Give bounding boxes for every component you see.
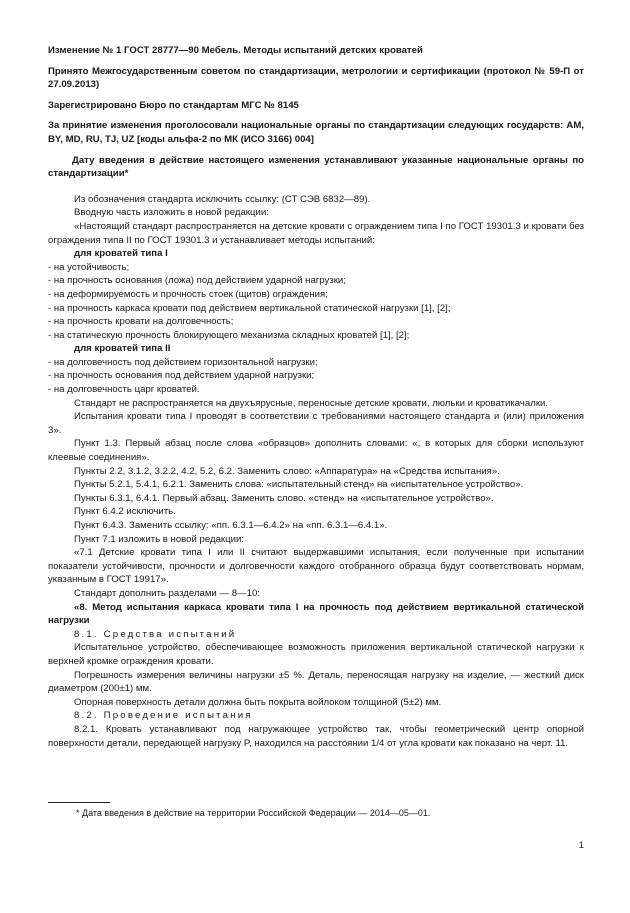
paragraph: Пункт 1.3. Первый абзац после слова «образцов» дополнить словами: «, в которых для сборки используют клеевые соединения». bbox=[48, 438, 584, 464]
paragraph: Пункт 7.1 изложить в новой редакции: bbox=[74, 533, 244, 545]
footnote: * Дата введения в действие на территории Российской Федерации — 2014—05—01. bbox=[76, 808, 431, 818]
subsection-heading: 8.2. Проведение испытания bbox=[74, 710, 253, 722]
paragraph: Пункт 6.4.3. Заменить ссылку: «пп. 6.3.1—6.4.2» на «пп. 6.3.1—6.4.1». bbox=[74, 520, 388, 531]
subheading: для кроватей типа I bbox=[74, 248, 168, 260]
paragraph: Опорная поверхность детали должна быть покрыта войлоком толщиной (5±2) мм. bbox=[74, 696, 442, 708]
voting-states: За принятие изменения проголосовали национальные органы по стандартизации следующих государств: AM, BY, MD, RU, TJ, UZ [коды альфа-2 по МК (ИСО 3166) 004] bbox=[48, 120, 584, 145]
introduction-date: Дату введения в действие настоящего изменения устанавливают указанные национальные органы по стандартизации* bbox=[48, 154, 584, 180]
document-body bbox=[48, 193, 584, 750]
list-item: - на статическую прочность блокирующего механизма складных кроватей [1], [2]; bbox=[48, 329, 410, 341]
paragraph: «Настоящий стандарт распространяется на детские кровати с ограждением типа I по ГОСТ 19301.3 и кровати без ограждения типа II по ГОСТ 19301.3 и устанавливает методы испытаний: bbox=[48, 220, 584, 246]
list-item: - на прочность кровати на долговечность; bbox=[48, 316, 234, 328]
list-item: - на деформируемость и прочность стоек (щитов) ограждения; bbox=[48, 288, 328, 300]
page-number: 1 bbox=[578, 840, 584, 851]
paragraph: Стандарт дополнить разделами — 8—10: bbox=[74, 587, 260, 599]
list-item: - на устойчивость; bbox=[48, 261, 130, 273]
document-page bbox=[48, 44, 584, 750]
document-header bbox=[48, 44, 584, 181]
paragraph: Испытательное устройство, обеспечивающее возможность приложения вертикальной статической нагрузки к верхней кромке ограждения кровати. bbox=[48, 642, 584, 667]
paragraph: Пункты 2.2, 3.1.2, 3.2.2, 4.2, 5.2, 6.2. Заменить слово: «Аппаратура» на «Средства испытания». bbox=[74, 465, 500, 477]
paragraph: 8.2.1. Кровать устанавливают под нагружающее устройство так, чтобы геометрический центр опорной поверхности детали, передающей нагрузку P, находился на расстоянии 1/4 от угла кровати как показано на черт. 11. bbox=[48, 723, 584, 749]
list-item: - на долговечность под действием горизонтальной нагрузки; bbox=[48, 356, 318, 368]
list-item: - на прочность основания под действием ударной нагрузки; bbox=[48, 370, 315, 382]
paragraph: «7.1 Детские кровати типа I или II считают выдержавшими испытания, если полученные при испытании показатели устойчивости, прочности и долговечности каждого отобранного образца будут соответствовать нормам, указанным в ГОСТ 19917». bbox=[48, 547, 584, 586]
list-item: - на прочность каркаса кровати под действием вертикальной статической нагрузки [1], [2]; bbox=[48, 302, 451, 314]
paragraph: Пункты 5.2.1, 5.4.1, 6.2.1. Заменить слова: «испытательный стенд» на «испытательное устройство». bbox=[74, 479, 524, 491]
change-title: Изменение № 1 ГОСТ 28777—90 Мебель. Методы испытаний детских кроватей bbox=[48, 45, 423, 56]
footnote-divider bbox=[48, 802, 110, 803]
paragraph: Погрешность измерения величины нагрузки ±5 %. Деталь, переносящая нагрузку на изделие, — жесткий диск диаметром (200±1) мм. bbox=[48, 669, 584, 695]
paragraph: Стандарт не распространяется на двухъярусные, переносные детские кровати, люльки и кроватикачалки. bbox=[74, 397, 549, 409]
list-item: - на прочность основания (ложа) под действием ударной нагрузки; bbox=[48, 275, 346, 287]
paragraph: Из обозначения стандарта исключить ссылку: (СТ СЭВ 6832—89). bbox=[74, 193, 371, 205]
paragraph: Испытания кровати типа I проводят в соответствии с требованиями настоящего стандарта и (или) приложения 3». bbox=[48, 411, 584, 436]
paragraph: Вводную часть изложить в новой редакции: bbox=[74, 207, 269, 219]
paragraph: Пункты 6.3.1, 6.4.1. Первый абзац. Заменить слово. «стенд» на «испытательное устройство». bbox=[74, 492, 494, 504]
registration: Зарегистрировано Бюро по стандартам МГС № 8145 bbox=[48, 99, 299, 111]
paragraph: Пункт 6.4.2 исключить. bbox=[74, 506, 176, 518]
section-heading: «8. Метод испытания каркаса кровати типа I на прочность под действием вертикальной статической нагрузки bbox=[48, 601, 584, 627]
subheading: для кроватей типа II bbox=[74, 343, 171, 355]
list-item: - на долговечность царг кроватей. bbox=[48, 384, 200, 396]
subsection-heading: 8.1. Средства испытаний bbox=[74, 628, 237, 640]
accepted-by: Принято Межгосударственным советом по стандартизации, метрологии и сертификации (протокол № 59-П от 27.09.2013) bbox=[48, 65, 584, 91]
